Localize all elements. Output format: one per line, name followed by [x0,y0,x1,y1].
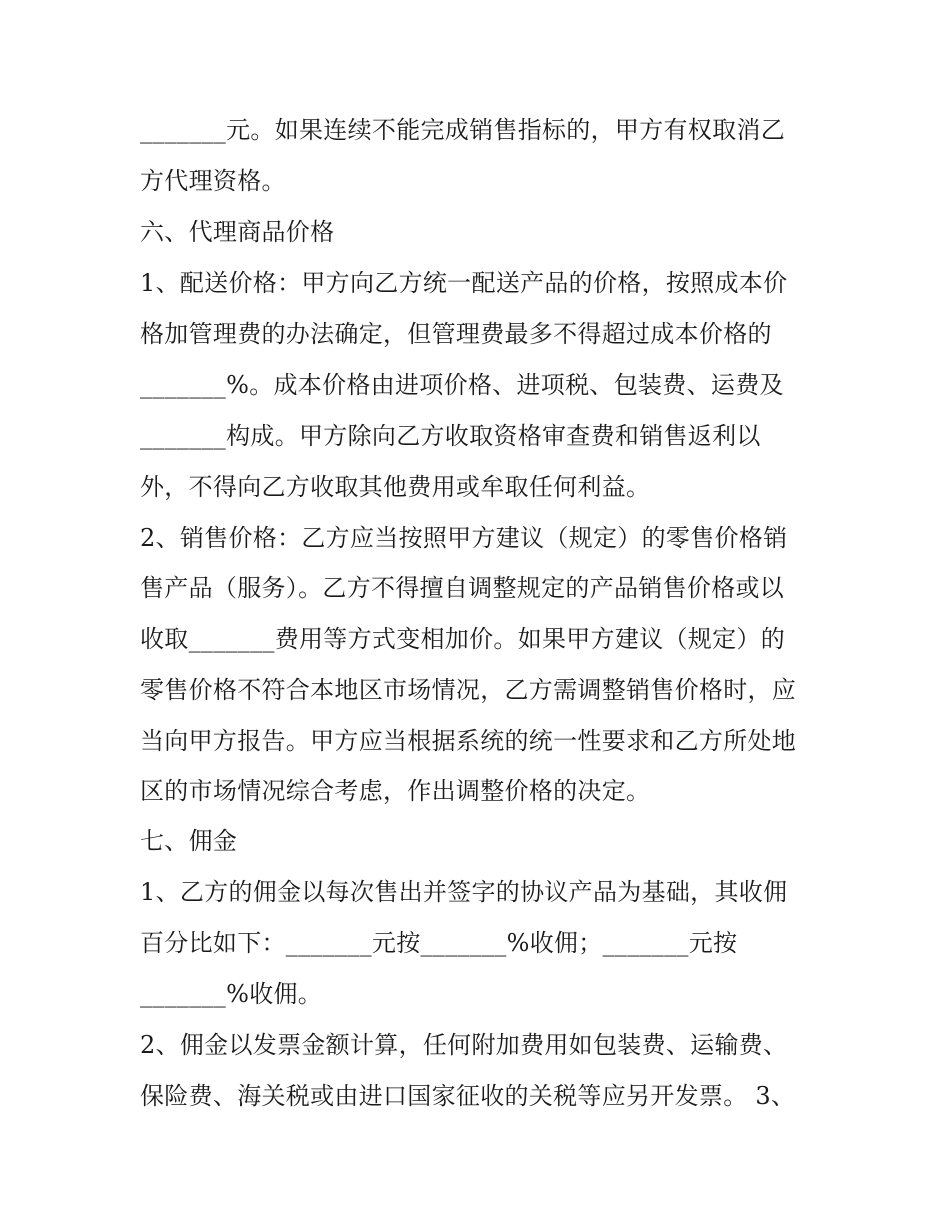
text-line: _______%。成本价格由进项价格、进项税、包装费、运费及 [140,371,784,399]
section-heading: 七、佣金 [140,827,238,855]
text-line: 区的市场情况综合考虑，作出调整价格的决定。 [140,777,651,805]
text-line: 1、配送价格：甲方向乙方统一配送产品的价格，按照成本价 [140,269,788,297]
text-line: 2、销售价格：乙方应当按照甲方建议（规定）的零售价格销 [140,524,788,552]
text-line: 1、乙方的佣金以每次售出并签字的协议产品为基础，其收佣 [140,878,788,906]
text-line: 2、佣金以发票金额计算，任何附加费用如包装费、运输费、 [140,1031,788,1059]
text-line: 保险费、海关税或由进口国家征收的关税等应另开发票。 3、 [140,1082,796,1110]
text-line: 百分比如下：_______元按_______%收佣；_______元按 [140,929,738,957]
text-line: _______构成。甲方除向乙方收取资格审查费和销售返利以 [140,422,761,450]
text-line: 方代理资格。 [140,167,286,195]
text-line: _______元。如果连续不能完成销售指标的，甲方有权取消乙 [140,116,785,144]
text-line: 格加管理费的办法确定，但管理费最多不得超过成本价格的 [140,320,772,348]
text-line: 当向甲方报告。甲方应当根据系统的统一性要求和乙方所处地 [140,727,797,755]
text-line: 收取_______费用等方式变相加价。如果甲方建议（规定）的 [140,625,785,653]
text-line: _______%收佣。 [140,980,323,1008]
text-line: 售产品（服务）。乙方不得擅自调整规定的产品销售价格或以 [140,574,785,602]
text-line: 外，不得向乙方收取其他费用或牟取任何利益。 [140,473,651,501]
section-heading: 六、代理商品价格 [140,218,335,246]
text-line: 零售价格不符合本地区市场情况，乙方需调整销售价格时，应 [140,676,797,704]
